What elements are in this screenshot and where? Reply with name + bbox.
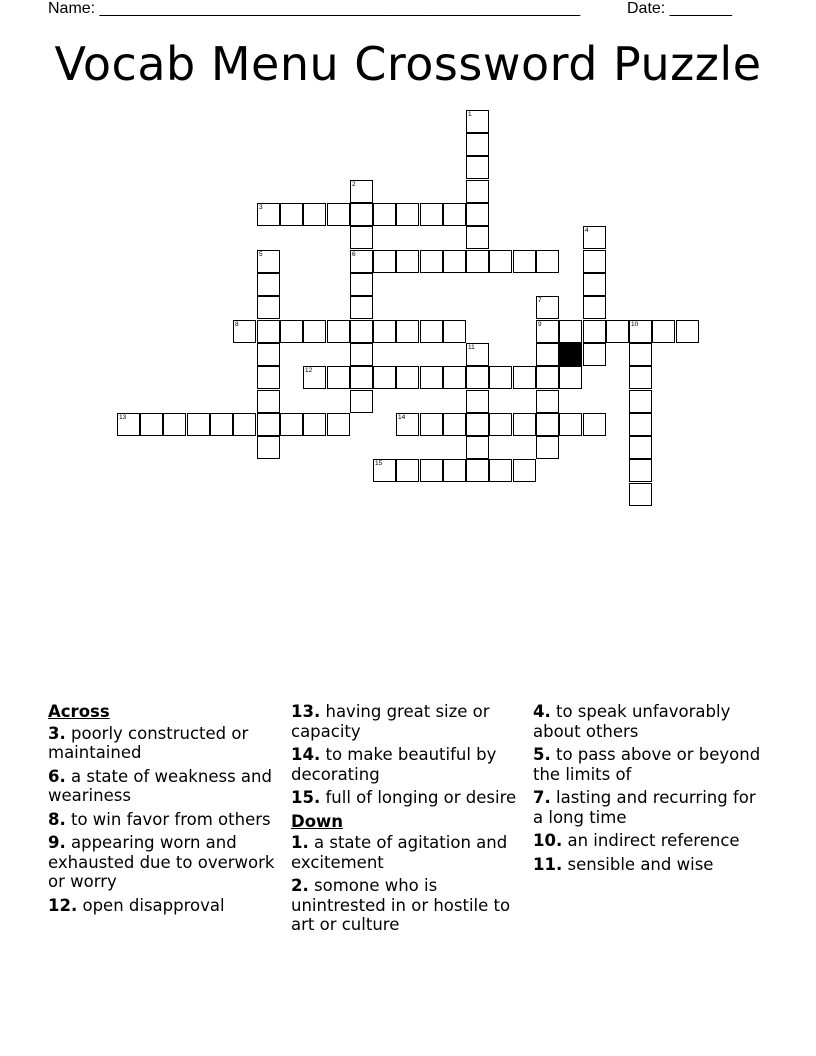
grid-cell-5[interactable] (257, 250, 280, 273)
grid-cell[interactable] (466, 133, 489, 156)
grid-cell[interactable] (583, 343, 606, 366)
grid-cell[interactable] (513, 413, 536, 436)
clue-text: somone who is unintrested in or hostile to art or culture (291, 876, 511, 934)
grid-cell-2[interactable] (350, 180, 373, 203)
grid-cell[interactable] (373, 366, 396, 389)
grid-cell[interactable] (257, 343, 280, 366)
clue-down-4 (533, 702, 769, 741)
grid-cell[interactable] (327, 203, 350, 226)
grid-cell-8[interactable] (233, 320, 256, 343)
clue-text: to pass above or beyond the limits of (533, 745, 761, 784)
grid-cell[interactable] (420, 250, 443, 273)
clue-number-label: 12 (305, 367, 313, 374)
grid-cell[interactable] (583, 250, 606, 273)
grid-cell[interactable] (257, 413, 280, 436)
grid-cell[interactable] (303, 413, 326, 436)
clue-number: 7. (533, 788, 551, 807)
grid-cell[interactable] (163, 413, 186, 436)
clue-across-6 (48, 767, 284, 806)
grid-cell[interactable] (536, 343, 559, 366)
grid-cell[interactable] (350, 273, 373, 296)
grid-cell[interactable] (559, 320, 582, 343)
grid-cell[interactable] (396, 320, 419, 343)
grid-cell[interactable] (513, 366, 536, 389)
clue-number: 11. (533, 854, 563, 874)
grid-cell[interactable] (396, 459, 419, 482)
grid-cell[interactable] (257, 320, 280, 343)
clue-across-8 (48, 810, 284, 830)
grid-cell[interactable] (536, 413, 559, 436)
grid-cell[interactable] (489, 366, 512, 389)
clue-text: full of longing or desire (325, 788, 517, 807)
grid-cell[interactable] (257, 436, 280, 459)
grid-cell[interactable] (489, 459, 512, 482)
grid-cell[interactable] (303, 203, 326, 226)
across-heading: Across (48, 702, 110, 721)
clue-across-13 (291, 702, 527, 741)
grid-cell[interactable] (583, 296, 606, 319)
grid-cell[interactable] (606, 320, 629, 343)
grid-cell[interactable] (303, 320, 326, 343)
grid-cell-7[interactable] (536, 296, 559, 319)
clue-number-label: 8 (235, 321, 239, 328)
grid-cell[interactable] (280, 320, 303, 343)
grid-cell[interactable] (466, 226, 489, 249)
grid-cell-10[interactable] (629, 320, 652, 343)
grid-cell[interactable] (466, 250, 489, 273)
clue-number: 15. (291, 788, 321, 807)
clue-down-5 (533, 745, 769, 784)
grid-cell[interactable] (327, 413, 350, 436)
grid-cell[interactable] (443, 459, 466, 482)
grid-cell[interactable] (652, 320, 675, 343)
grid-cell[interactable] (489, 413, 512, 436)
grid-cell-3[interactable] (257, 203, 280, 226)
grid-cell[interactable] (373, 250, 396, 273)
grid-cell-12[interactable] (303, 366, 326, 389)
grid-cell[interactable] (536, 250, 559, 273)
grid-cell[interactable] (350, 296, 373, 319)
clue-number: 2. (291, 876, 309, 895)
clue-across-9 (48, 833, 284, 892)
clue-down-10 (533, 831, 769, 851)
clue-text: appearing worn and exhausted due to overwork or worry (48, 833, 275, 891)
clue-number-label: 9 (538, 321, 542, 328)
clue-number: 4. (533, 702, 551, 721)
clue-number-label: 14 (398, 414, 406, 421)
grid-cell[interactable] (327, 320, 350, 343)
grid-cell-6[interactable] (350, 250, 373, 273)
grid-cell[interactable] (373, 203, 396, 226)
grid-cell[interactable] (420, 366, 443, 389)
clue-text: to win favor from others (71, 809, 271, 829)
clue-number: 14. (291, 745, 321, 764)
clue-number: 13. (291, 702, 321, 721)
clue-number-label: 3 (259, 204, 263, 211)
grid-cell[interactable] (629, 436, 652, 459)
clue-text: an indirect reference (567, 831, 740, 850)
grid-cell[interactable] (350, 343, 373, 366)
grid-cell[interactable] (280, 413, 303, 436)
page-title: Vocab Menu Crossword Puzzle (54, 37, 762, 91)
grid-cell[interactable] (373, 320, 396, 343)
clue-text: to make beautiful by decorating (291, 745, 497, 784)
date-label: Date: (627, 0, 670, 17)
clue-number-label: 4 (585, 227, 589, 234)
clue-across-12 (48, 896, 284, 916)
grid-cell[interactable] (466, 156, 489, 179)
clue-text: a state of agitation and excitement (291, 833, 508, 872)
grid-cell[interactable] (396, 366, 419, 389)
clue-text: poorly constructed or maintained (48, 723, 249, 762)
grid-cell[interactable] (350, 390, 373, 413)
clue-number: 8. (48, 809, 66, 829)
clue-down-2 (291, 876, 527, 935)
grid-cell[interactable] (420, 413, 443, 436)
clue-number-label: 2 (352, 181, 356, 188)
grid-cell-15[interactable] (373, 459, 396, 482)
grid-cell[interactable] (420, 459, 443, 482)
grid-cell[interactable] (629, 459, 652, 482)
grid-cell-9[interactable] (536, 320, 559, 343)
grid-cell[interactable] (513, 250, 536, 273)
grid-cell[interactable] (443, 203, 466, 226)
grid-cell-4[interactable] (583, 226, 606, 249)
grid-cell[interactable] (443, 250, 466, 273)
grid-cell[interactable] (466, 203, 489, 226)
grid-cell-11[interactable] (466, 343, 489, 366)
grid-cell[interactable] (583, 413, 606, 436)
clue-column-1 (48, 702, 284, 919)
clue-number: 12. (48, 895, 78, 915)
grid-cell[interactable] (676, 320, 699, 343)
grid-cell[interactable] (443, 320, 466, 343)
grid-cell[interactable] (629, 483, 652, 506)
grid-cell[interactable] (466, 436, 489, 459)
clue-number-label: 5 (259, 251, 263, 258)
clue-number: 6. (48, 766, 66, 786)
clue-column-2 (291, 702, 527, 939)
clue-across-15 (291, 788, 527, 808)
grid-cell[interactable] (187, 413, 210, 436)
grid-cell[interactable] (350, 203, 373, 226)
grid-cell[interactable] (466, 390, 489, 413)
grid-cell-14[interactable] (396, 413, 419, 436)
clue-number-label: 1 (468, 111, 472, 118)
clue-number-label: 6 (352, 251, 356, 258)
date-blank[interactable]: _______ (669, 0, 732, 17)
clue-down-1 (291, 833, 527, 872)
grid-cell[interactable] (443, 413, 466, 436)
clue-text: lasting and recurring for a long time (533, 788, 756, 827)
grid-cell[interactable] (583, 320, 606, 343)
grid-cell[interactable] (257, 390, 280, 413)
clue-down-11 (533, 855, 769, 875)
down-heading: Down (291, 811, 344, 831)
clue-number: 3. (48, 723, 66, 743)
clue-number-label: 7 (538, 297, 542, 304)
clue-number: 10. (533, 831, 563, 850)
grid-cell[interactable] (420, 320, 443, 343)
grid-cell[interactable] (396, 250, 419, 273)
black-cell (559, 343, 582, 366)
grid-cell[interactable] (420, 203, 443, 226)
grid-cell[interactable] (629, 413, 652, 436)
grid-cell[interactable] (350, 226, 373, 249)
clue-text: a state of weakness and weariness (48, 766, 272, 805)
grid-cell[interactable] (513, 459, 536, 482)
grid-cell[interactable] (257, 366, 280, 389)
clue-text: having great size or capacity (291, 702, 490, 741)
grid-cell-1[interactable] (466, 110, 489, 133)
grid-cell[interactable] (466, 459, 489, 482)
clue-number-label: 13 (119, 414, 127, 421)
grid-cell[interactable] (536, 390, 559, 413)
grid-cell[interactable] (583, 273, 606, 296)
clue-number-label: 11 (468, 344, 475, 351)
grid-cell[interactable] (396, 203, 419, 226)
grid-cell[interactable] (350, 366, 373, 389)
grid-cell[interactable] (466, 366, 489, 389)
grid-cell[interactable] (443, 366, 466, 389)
grid-cell[interactable] (629, 390, 652, 413)
grid-cell[interactable] (489, 250, 512, 273)
grid-cell[interactable] (629, 343, 652, 366)
grid-cell[interactable] (536, 366, 559, 389)
grid-cell[interactable] (629, 366, 652, 389)
clue-text: to speak unfavorably about others (533, 702, 731, 741)
clue-number: 5. (533, 745, 551, 764)
name-label: Name: (48, 0, 100, 17)
grid-cell[interactable] (466, 413, 489, 436)
grid-cell[interactable] (140, 413, 163, 436)
grid-cell[interactable] (210, 413, 233, 436)
clue-number-label: 15 (375, 460, 383, 467)
grid-cell[interactable] (257, 273, 280, 296)
clue-text: open disapproval (82, 895, 225, 915)
clue-down-7 (533, 788, 769, 827)
clue-text: sensible and wise (567, 854, 714, 874)
grid-cell[interactable] (466, 180, 489, 203)
grid-cell[interactable] (559, 366, 582, 389)
crossword-grid (0, 0, 816, 520)
grid-cell[interactable] (327, 366, 350, 389)
clue-number: 1. (291, 833, 309, 852)
clue-number-label: 10 (631, 321, 639, 328)
grid-cell[interactable] (280, 203, 303, 226)
clue-across-14 (291, 745, 527, 784)
clue-column-3 (533, 702, 769, 878)
grid-cell[interactable] (233, 413, 256, 436)
clue-across-3 (48, 724, 284, 763)
clue-number: 9. (48, 833, 66, 852)
grid-cell-13[interactable] (117, 413, 140, 436)
grid-cell[interactable] (350, 320, 373, 343)
grid-cell[interactable] (559, 413, 582, 436)
grid-cell[interactable] (257, 296, 280, 319)
name-blank[interactable]: ______________________________________________________ (99, 0, 581, 17)
grid-cell[interactable] (536, 436, 559, 459)
